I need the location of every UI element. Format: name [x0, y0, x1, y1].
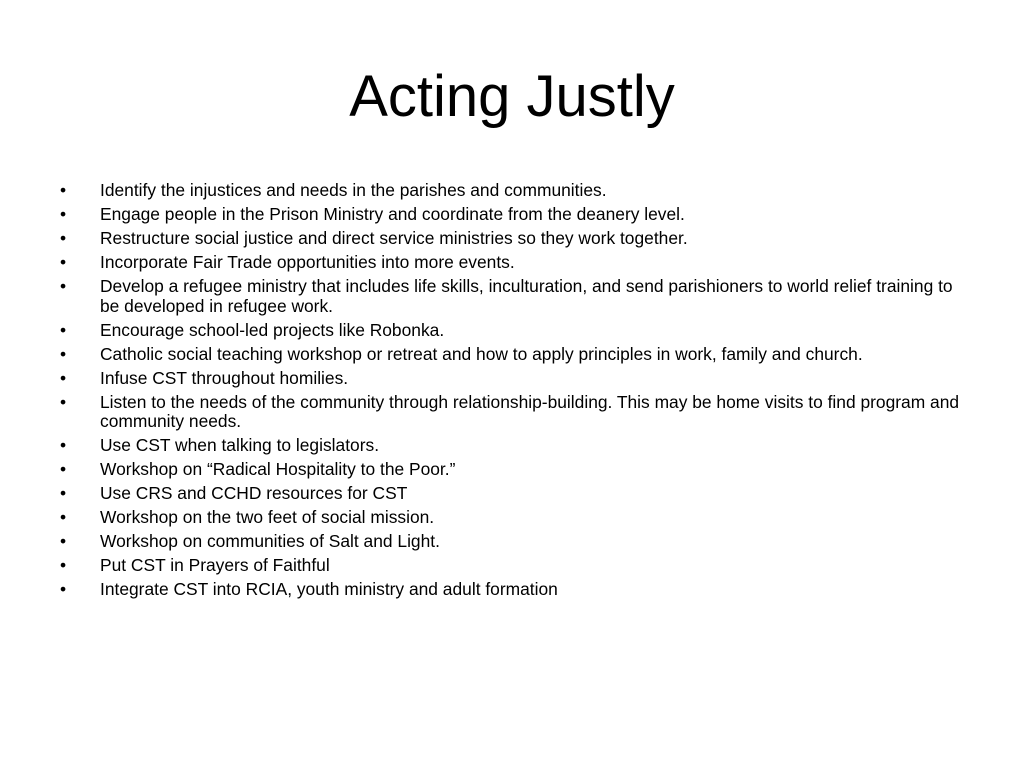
- bullet-item: [56, 277, 976, 316]
- bullet-icon: •: [60, 276, 67, 296]
- bullet-text: Incorporate Fair Trade opportunities into more events.: [100, 252, 515, 272]
- bullet-item: [56, 253, 976, 273]
- bullet-text: Listen to the needs of the community through relationship-building. This may be home visits to find program and community needs.: [100, 391, 960, 431]
- bullet-item: [56, 556, 976, 576]
- bullet-item: [56, 460, 976, 480]
- bullet-text: Use CST when talking to legislators.: [100, 435, 380, 455]
- bullet-icon: •: [60, 391, 67, 412]
- bullet-item: [56, 393, 976, 432]
- bullet-icon: •: [60, 180, 67, 200]
- bullet-item: [56, 436, 976, 456]
- bullet-item: [56, 580, 976, 600]
- bullet-item: [56, 484, 976, 504]
- bullet-text: Workshop on “Radical Hospitality to the Poor.”: [100, 459, 456, 479]
- bullet-item: [56, 345, 976, 365]
- bullet-icon: •: [60, 555, 67, 575]
- bullet-item: [56, 205, 976, 225]
- bullet-text: Workshop on communities of Salt and Light.: [100, 531, 440, 551]
- bullet-text: Workshop on the two feet of social mission.: [100, 507, 435, 527]
- bullet-item: [56, 181, 976, 201]
- bullet-text: Restructure social justice and direct service ministries so they work together.: [100, 228, 688, 248]
- bullet-text: Identify the injustices and needs in the parishes and communities.: [100, 180, 607, 200]
- bullet-icon: •: [60, 367, 67, 388]
- bullet-icon: •: [60, 252, 67, 272]
- bullet-icon: •: [60, 459, 67, 479]
- bullet-icon: •: [60, 483, 67, 503]
- bullet-text: Engage people in the Prison Ministry and coordinate from the deanery level.: [100, 204, 685, 224]
- bullet-icon: •: [60, 228, 67, 248]
- slide-title: Acting Justly: [349, 64, 675, 129]
- bullet-text: Encourage school-led projects like Robonka.: [100, 319, 445, 340]
- bullet-text: Develop a refugee ministry that includes life skills, inculturation, and send parishioners to world relief training to be developed in refugee work.: [100, 276, 953, 316]
- bullet-icon: •: [60, 343, 67, 364]
- bullet-item: [56, 508, 976, 528]
- bullet-icon: •: [60, 531, 67, 551]
- bullet-icon: •: [60, 435, 67, 455]
- bullet-icon: •: [60, 507, 67, 527]
- bullet-text: Put CST in Prayers of Faithful: [100, 555, 330, 575]
- bullet-icon: •: [60, 579, 67, 599]
- bullet-icon: •: [60, 319, 67, 340]
- bullet-list: [56, 181, 976, 604]
- bullet-text: Infuse CST throughout homilies.: [100, 367, 349, 388]
- bullet-item: [56, 229, 976, 249]
- bullet-item: [56, 369, 976, 389]
- bullet-icon: •: [60, 204, 67, 224]
- bullet-text: Use CRS and CCHD resources for CST: [100, 483, 408, 503]
- bullet-item: [56, 532, 976, 552]
- bullet-text: Integrate CST into RCIA, youth ministry and adult formation: [100, 579, 558, 599]
- bullet-text: Catholic social teaching workshop or retreat and how to apply principles in work, family and church.: [100, 343, 863, 364]
- bullet-item: [56, 321, 976, 341]
